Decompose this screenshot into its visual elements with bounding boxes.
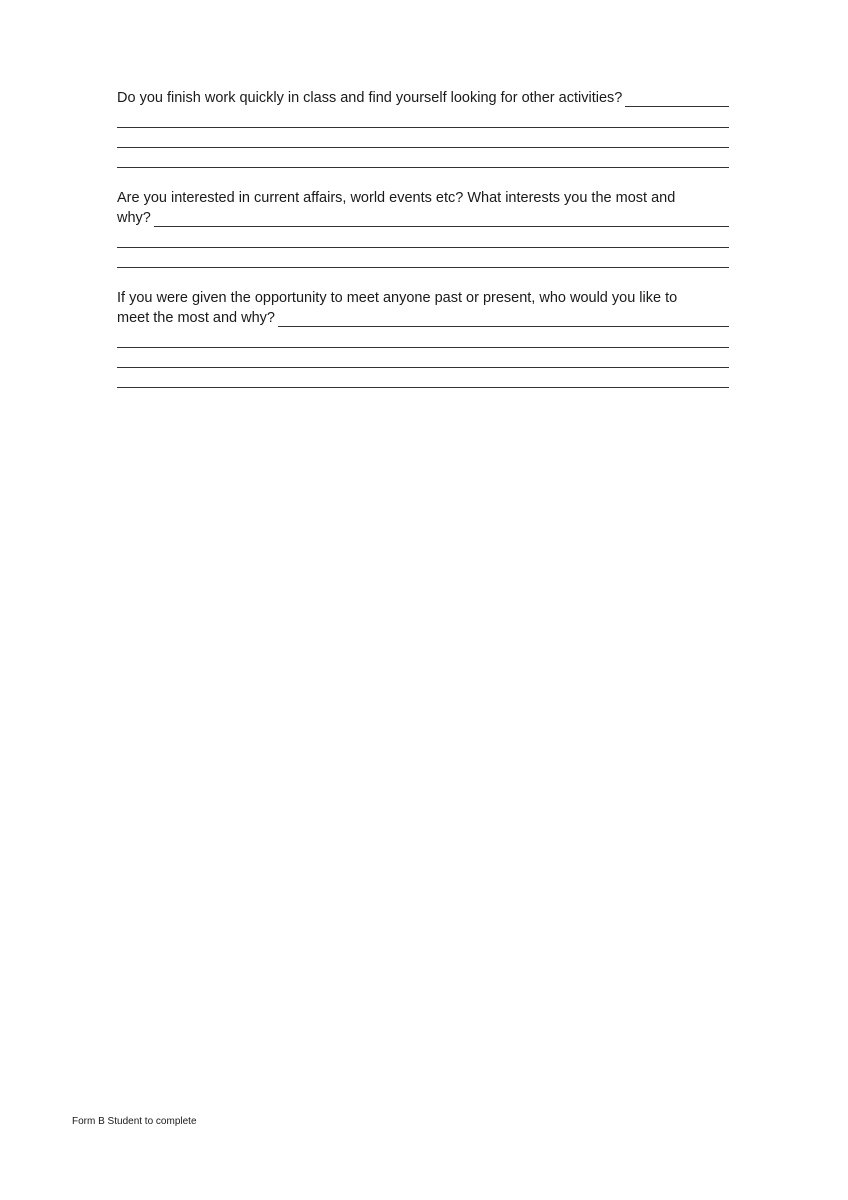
question-3-answer-line-3[interactable] [117, 368, 729, 388]
question-1-line-1 [117, 88, 729, 108]
question-1-answer-blank[interactable] [625, 91, 729, 107]
question-1-answer-line-2[interactable] [117, 128, 729, 148]
question-2-text-2: why? [117, 210, 151, 226]
question-3-line-2 [117, 308, 729, 328]
question-3-text-1: If you were given the opportunity to meet anyone past or present, who would you like to [117, 290, 678, 306]
question-3 [117, 288, 729, 388]
question-1-text: Do you finish work quickly in class and find yourself looking for other activities? [117, 90, 623, 106]
question-1-answer-line-3[interactable] [117, 148, 729, 168]
question-2-text-1: Are you interested in current affairs, world events etc? What interests you the most and [117, 190, 676, 206]
question-2-answer-line-2[interactable] [117, 248, 729, 268]
question-2-answer-blank[interactable] [154, 211, 729, 227]
question-2-answer-line-1[interactable] [117, 228, 729, 248]
question-2-line-2 [117, 208, 729, 228]
question-3-line-1 [117, 288, 729, 308]
question-3-answer-line-1[interactable] [117, 328, 729, 348]
question-1-answer-line-1[interactable] [117, 108, 729, 128]
question-1 [117, 88, 729, 168]
question-2-line-1 [117, 188, 729, 208]
question-3-text-2: meet the most and why? [117, 310, 275, 326]
question-3-answer-line-2[interactable] [117, 348, 729, 368]
page-footer: Form B Student to complete [72, 1116, 197, 1127]
question-2 [117, 188, 729, 268]
question-3-answer-blank[interactable] [278, 311, 729, 327]
